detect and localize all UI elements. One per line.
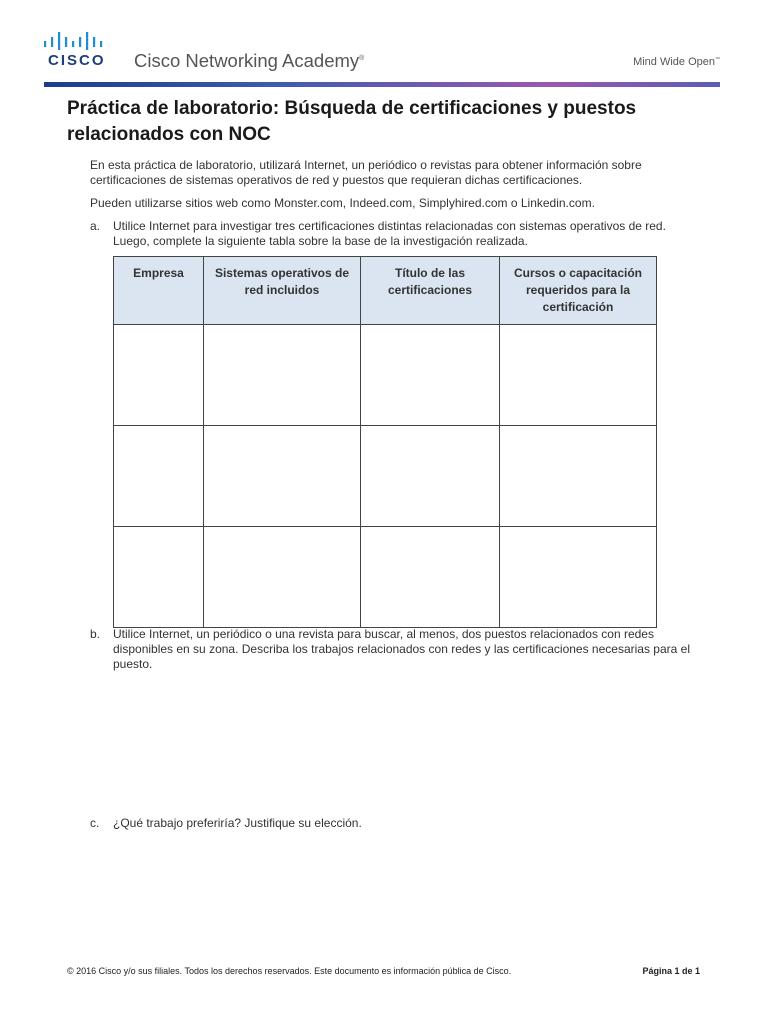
table-row [114,426,657,527]
step-text: ¿Qué trabajo preferiría? Justifique su elección. [113,816,362,830]
page-title: Práctica de laboratorio: Búsqueda de certificaciones y puestos relacionados con NOC [67,98,637,145]
cisco-logo-bars-icon [42,32,116,50]
table-cell[interactable] [204,325,361,426]
table-cell[interactable] [500,426,657,527]
step-letter: b. [90,627,101,641]
step-letter: c. [90,816,100,830]
table-cell[interactable] [500,325,657,426]
cisco-wordmark: CISCO [48,52,106,69]
header-divider [44,82,720,87]
table-cell[interactable] [114,527,204,628]
page-header [0,0,768,90]
registered-mark: ® [359,54,365,62]
academy-name [134,50,364,72]
step-letter: a. [90,219,101,233]
academy-name-text: Cisco Networking Academy [134,50,360,71]
page-number: Página 1 de 1 [642,966,700,976]
sites-paragraph: Pueden utilizarse sitios web como Monster.com, Indeed.com, Simplyhired.com o Linkedin.com. [90,196,595,210]
table-cell[interactable] [114,426,204,527]
step-text: Utilice Internet, un periódico o una revista para buscar, al menos, dos puestos relacionados con redes disponibles en su zona. Describa los trabajos relacionados con redes y las certificaciones necesarias para el puesto. [113,627,690,671]
certifications-table [113,256,657,628]
table-cell[interactable] [114,325,204,426]
header-cursos: Cursos o capacitación requeridos para la certificación [500,257,657,325]
table-cell[interactable] [361,426,500,527]
table-cell[interactable] [204,426,361,527]
step-text: Utilice Internet para investigar tres certificaciones distintas relacionadas con sistemas operativos de red. Luego, complete la siguiente tabla sobre la base de la investigación realizada. [113,219,666,248]
table-row [114,527,657,628]
page-footer [67,966,700,976]
tagline-text: Mind Wide Open [633,56,715,68]
table-cell[interactable] [204,527,361,628]
trademark-mark: ™ [715,56,720,63]
table-cell[interactable] [361,527,500,628]
table-cell[interactable] [361,325,500,426]
intro-paragraph: En esta práctica de laboratorio, utilizará Internet, un periódico o revistas para obtener información sobre certificaciones de sistemas operativos de red y puestos que requieran dichas certificaciones. [90,158,642,187]
header-empresa: Empresa [114,257,204,325]
tagline [633,56,720,68]
copyright-text: © 2016 Cisco y/o sus filiales. Todos los derechos reservados. Este documento es información pública de Cisco. [67,966,512,976]
table-row [114,325,657,426]
header-sistemas: Sistemas operativos de red incluidos [204,257,361,325]
table-cell[interactable] [500,527,657,628]
header-titulo: Título de las certificaciones [361,257,500,325]
table-header-row [114,257,657,325]
